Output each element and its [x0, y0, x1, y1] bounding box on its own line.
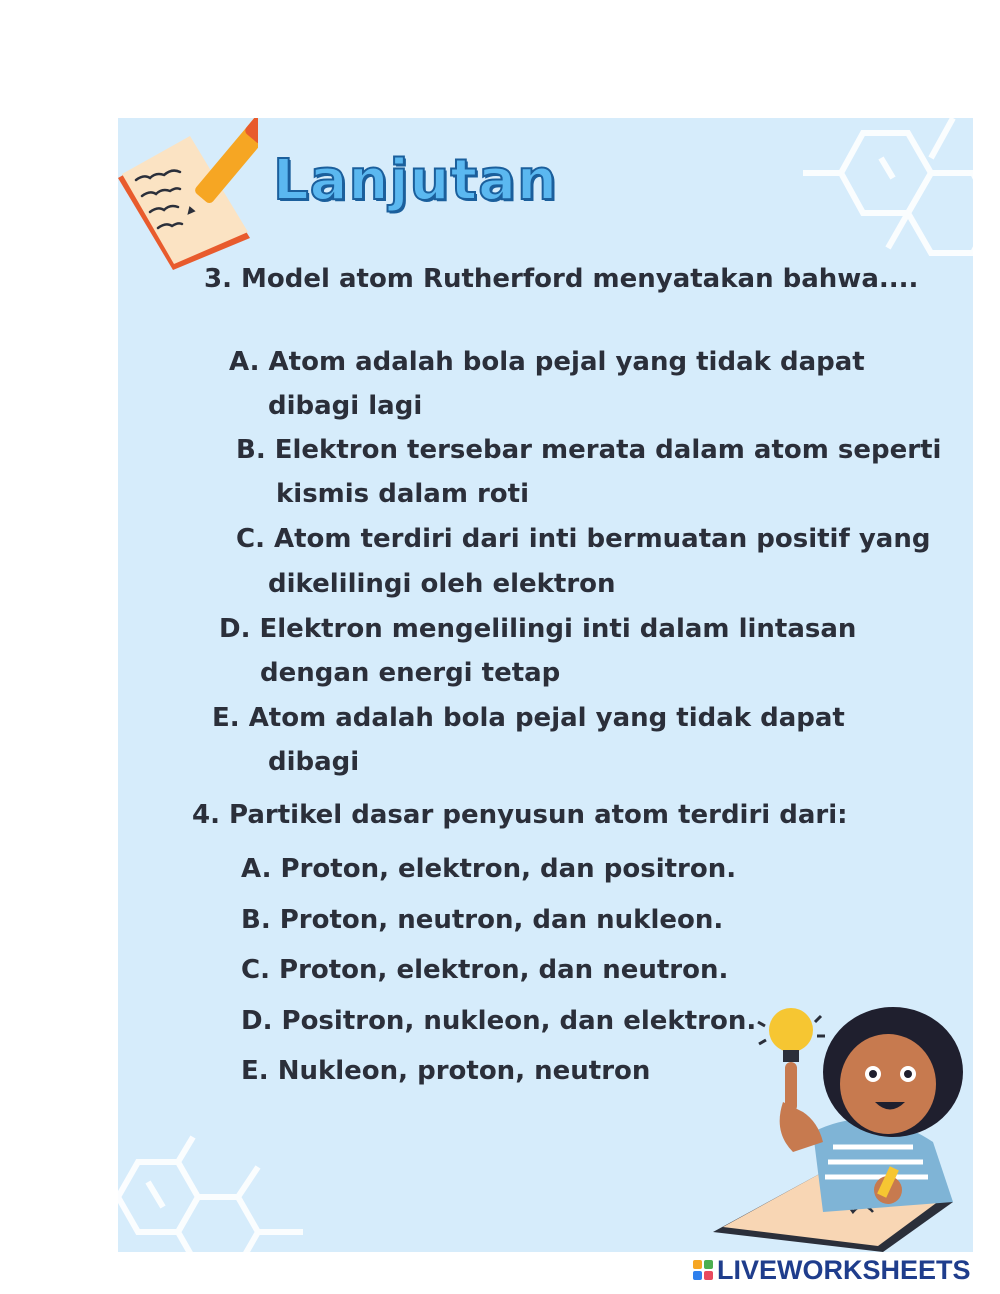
question-4-option-c[interactable]: C. Proton, elektron, dan neutron. [241, 955, 729, 985]
question-3-option-e[interactable]: E. Atom adalah bola pejal yang tidak dapat [212, 703, 845, 733]
question-3-option-a[interactable]: A. Atom adalah bola pejal yang tidak dapat [229, 347, 865, 377]
question-3-option-a-cont: dibagi lagi [268, 391, 423, 421]
question-3-option-c[interactable]: C. Atom terdiri dari inti bermuatan positif yang [236, 524, 931, 554]
question-3: 3. Model atom Rutherford menyatakan bahwa.... [204, 264, 919, 294]
question-3-option-b-cont: kismis dalam roti [276, 479, 529, 509]
question-3-option-d[interactable]: D. Elektron mengelilingi inti dalam lintasan [219, 614, 857, 644]
question-4: 4. Partikel dasar penyusun atom terdiri dari: [192, 800, 848, 830]
logo-mark-icon [693, 1260, 713, 1280]
question-4-option-a[interactable]: A. Proton, elektron, dan positron. [241, 854, 737, 884]
hexagon-decoration-bottom [118, 1122, 318, 1252]
question-4-option-d[interactable]: D. Positron, nukleon, dan elektron. [241, 1006, 757, 1036]
liveworksheets-logo[interactable] [693, 1254, 971, 1286]
question-3-option-e-cont: dibagi [268, 747, 360, 777]
hexagon-decoration-top [803, 118, 973, 288]
question-4-option-e[interactable]: E. Nukleon, proton, neutron [241, 1056, 651, 1086]
question-3-option-c-cont: dikelilingi oleh elektron [268, 569, 616, 599]
question-3-option-d-cont: dengan energi tetap [260, 658, 561, 688]
paper-pen-icon [118, 118, 258, 278]
question-3-option-b[interactable]: B. Elektron tersebar merata dalam atom seperti [236, 435, 942, 465]
page-title: Lanjutan [273, 148, 558, 213]
question-4-option-b[interactable]: B. Proton, neutron, dan nukleon. [241, 905, 724, 935]
logo-text: LIVEWORKSHEETS [717, 1254, 971, 1285]
